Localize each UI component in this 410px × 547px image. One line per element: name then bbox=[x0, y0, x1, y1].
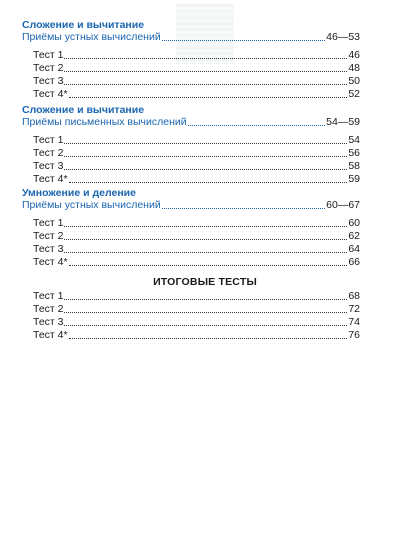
leader-dots bbox=[64, 70, 347, 72]
entry-label: Тест 3 bbox=[33, 243, 64, 255]
leader-dots bbox=[69, 264, 348, 266]
entry-page: 64 bbox=[348, 243, 360, 255]
section-title: Сложение и вычитание bbox=[22, 104, 145, 116]
section-subtitle-row bbox=[22, 31, 360, 43]
toc-final-tests bbox=[22, 289, 360, 341]
leader-dots bbox=[69, 96, 348, 98]
entry-page: 46 bbox=[348, 49, 360, 61]
final-tests-title: ИТОГОВЫЕ ТЕСТЫ bbox=[153, 276, 257, 288]
toc-entry bbox=[22, 255, 360, 268]
entry-page: 74 bbox=[348, 316, 360, 328]
entry-page: 76 bbox=[348, 329, 360, 341]
toc-entry bbox=[22, 146, 360, 159]
leader-dots bbox=[188, 124, 326, 126]
leader-dots bbox=[64, 225, 347, 227]
leader-dots bbox=[64, 142, 347, 144]
entry-page: 72 bbox=[348, 303, 360, 315]
toc-entry bbox=[22, 48, 360, 61]
leader-dots bbox=[64, 83, 347, 85]
toc-section-2 bbox=[22, 104, 360, 185]
leader-dots bbox=[64, 57, 347, 59]
toc-entry bbox=[22, 216, 360, 229]
toc-entry bbox=[22, 302, 360, 315]
section-subtitle: Приёмы письменных вычислений bbox=[22, 116, 187, 128]
section-title: Сложение и вычитание bbox=[22, 19, 145, 31]
toc-entry bbox=[22, 289, 360, 302]
entry-page: 59 bbox=[348, 173, 360, 185]
toc-entry bbox=[22, 242, 360, 255]
entry-label: Тест 2 bbox=[33, 303, 64, 315]
section-subtitle: Приёмы устных вычислений bbox=[22, 31, 161, 43]
page-range: 54—59 bbox=[326, 116, 360, 128]
entry-label: Тест 2 bbox=[33, 147, 64, 159]
page-range: 60—67 bbox=[326, 199, 360, 211]
entry-label: Тест 1 bbox=[33, 217, 64, 229]
toc-entry bbox=[22, 229, 360, 242]
leader-dots bbox=[64, 311, 347, 313]
toc-entry bbox=[22, 172, 360, 185]
leader-dots bbox=[64, 238, 347, 240]
entry-page: 50 bbox=[348, 75, 360, 87]
toc-entry bbox=[22, 133, 360, 146]
toc-entry bbox=[22, 61, 360, 74]
entry-page: 66 bbox=[348, 256, 360, 268]
leader-dots bbox=[69, 181, 348, 183]
leader-dots bbox=[64, 298, 347, 300]
section-subtitle: Приёмы устных вычислений bbox=[22, 199, 161, 211]
entry-label: Тест 1 bbox=[33, 134, 64, 146]
toc-entry bbox=[22, 159, 360, 172]
toc-entry bbox=[22, 315, 360, 328]
entry-label: Тест 4* bbox=[33, 256, 68, 268]
leader-dots bbox=[64, 155, 347, 157]
entry-page: 62 bbox=[348, 230, 360, 242]
entry-label: Тест 3 bbox=[33, 316, 64, 328]
page-range: 46—53 bbox=[326, 31, 360, 43]
entry-page: 56 bbox=[348, 147, 360, 159]
entry-label: Тест 4* bbox=[33, 173, 68, 185]
entry-page: 52 bbox=[348, 88, 360, 100]
entry-label: Тест 4* bbox=[33, 329, 68, 341]
entry-page: 54 bbox=[348, 134, 360, 146]
section-subtitle-row bbox=[22, 116, 360, 128]
entry-page: 48 bbox=[348, 62, 360, 74]
entry-page: 58 bbox=[348, 160, 360, 172]
entry-label: Тест 4* bbox=[33, 88, 68, 100]
toc-entry bbox=[22, 87, 360, 100]
leader-dots bbox=[162, 207, 325, 209]
leader-dots bbox=[64, 251, 347, 253]
entry-label: Тест 2 bbox=[33, 230, 64, 242]
entry-label: Тест 2 bbox=[33, 62, 64, 74]
leader-dots bbox=[64, 168, 347, 170]
leader-dots bbox=[69, 337, 348, 339]
toc-section-1 bbox=[22, 19, 360, 100]
entry-page: 68 bbox=[348, 290, 360, 302]
entry-label: Тест 3 bbox=[33, 160, 64, 172]
entry-page: 60 bbox=[348, 217, 360, 229]
section-title: Умножение и деление bbox=[22, 187, 136, 199]
entry-label: Тест 1 bbox=[33, 49, 64, 61]
leader-dots bbox=[162, 39, 325, 41]
section-subtitle-row bbox=[22, 199, 360, 211]
toc-section-3 bbox=[22, 187, 360, 268]
entry-label: Тест 1 bbox=[33, 290, 64, 302]
leader-dots bbox=[64, 324, 347, 326]
toc-entry bbox=[22, 328, 360, 341]
entry-label: Тест 3 bbox=[33, 75, 64, 87]
toc-entry bbox=[22, 74, 360, 87]
